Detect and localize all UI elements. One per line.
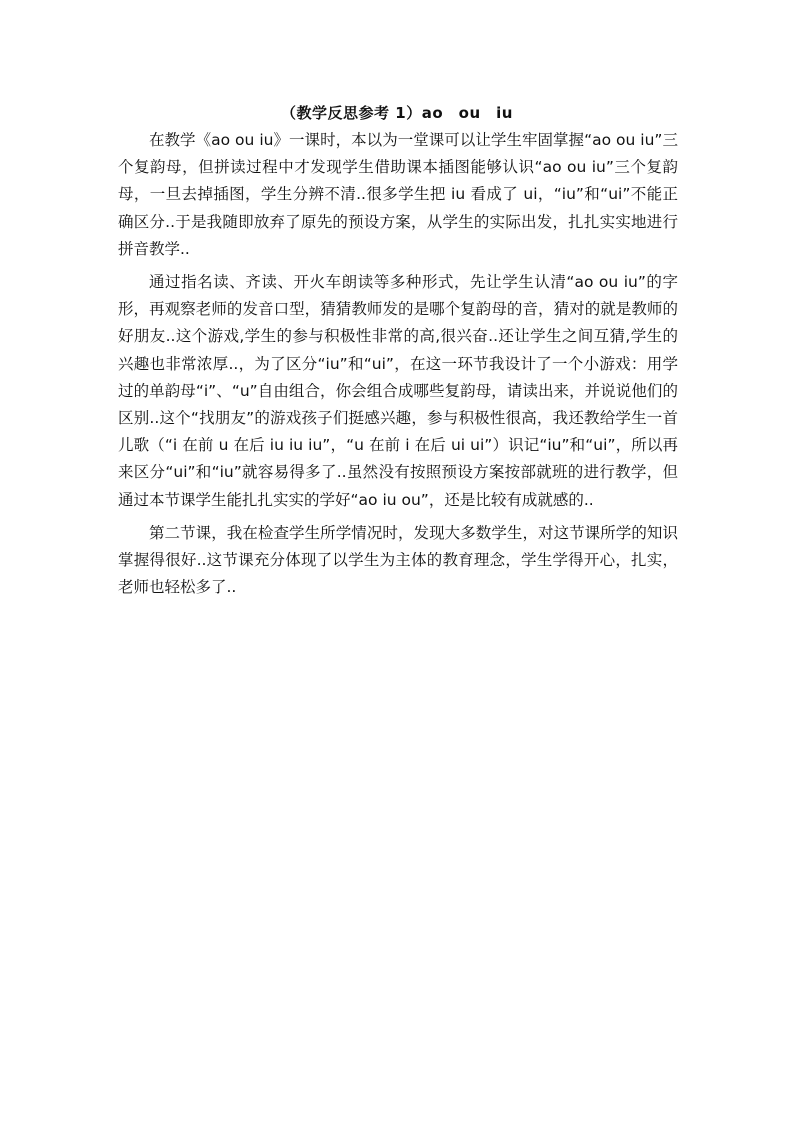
paragraph-3: 第二节课，我在检查学生所学情况时，发现大多数学生，对这节课所学的知识掌握得很好..这节课充分体现了以学生为主体的教育理念，学生学得开心，扎实，老师也轻松多了.. [118,523,678,597]
paragraph-1: 在教学《ao ou iu》一课时，本以为一堂课可以让学生牢固掌握“ao ou iu”三个复韵母，但拼读过程中才发现学生借助课本插图能够认识“ao ou iu”三个复韵母，一旦去掉插图，学生分辨不清..很多学生把 iu 看成了 ui，“iu”和“ui”不能正确区分..于是我随即放弃了原先的预设方案，从学生的实际出发，扎扎实实地进行拼音教学.. [118,131,678,258]
document-body [118,127,678,601]
paragraph-2: 通过指名读、齐读、开火车朗读等多种形式，先让学生认清“ao ou iu”的字形，再观察老师的发音口型，猜猜教师发的是哪个复韵母的音，猜对的就是教师的好朋友..这个游戏,学生的参与积极性非常的高,很兴奋..还让学生之间互猜,学生的兴趣也非常浓厚..，为了区分“iu”和“ui”，在这一环节我设计了一个小游戏：用学过的单韵母“i”、“u”自由组合，你会组合成哪些复韵母，请读出来，并说说他们的区别..这个“找朋友”的游戏孩子们挺感兴趣，参与积极性很高，我还教给学生一首儿歌（“i 在前 u 在后 iu iu iu”，“u 在前 i 在后 ui ui”）识记“iu”和“ui”，所以再来区分“ui”和“iu”就容易得多了..虽然没有按照预设方案按部就班的进行教学，但通过本节课学生能扎扎实实的学好“ao iu ou”，还是比较有成就感的.. [118,273,678,509]
document-title: （教学反思参考 1）ao ou iu [281,104,513,122]
